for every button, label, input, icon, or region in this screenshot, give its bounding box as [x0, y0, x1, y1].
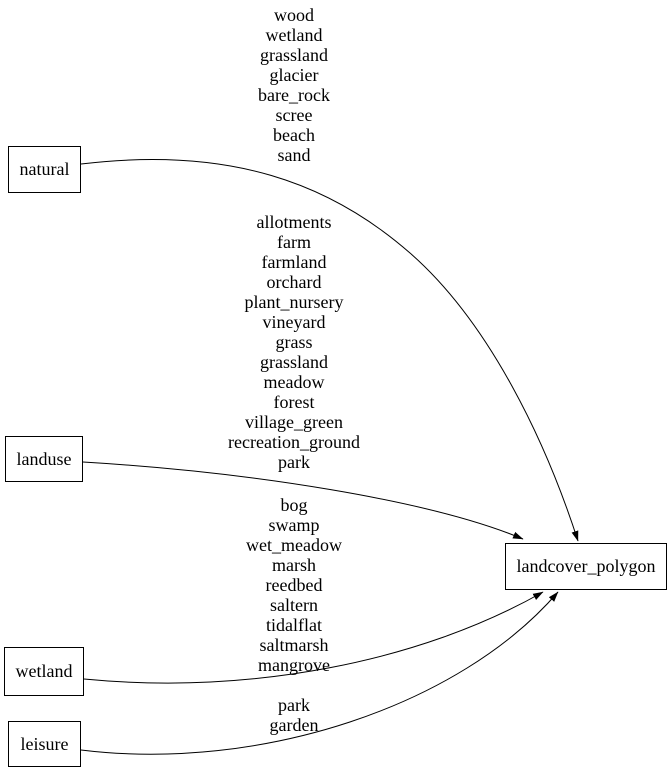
node-landuse	[5, 436, 83, 482]
node-leisure-label: leisure	[20, 733, 69, 754]
edge-label-line: saltmarsh	[259, 635, 329, 655]
edge-label-line: allotments	[256, 212, 332, 232]
edge-label-line: beach	[273, 125, 315, 145]
edge-label-line: grassland	[260, 45, 328, 65]
node-landuse-label: landuse	[16, 448, 72, 469]
edge-label-line: mangrove	[258, 655, 330, 675]
edge-label-leisure	[174, 695, 414, 735]
node-wetland-label: wetland	[15, 661, 73, 681]
edge-label-line: scree	[275, 105, 313, 125]
edge-label-line: swamp	[268, 515, 320, 535]
edge-label-line: reedbed	[265, 575, 323, 595]
node-wetland	[4, 647, 84, 696]
edge-label-line: wet_meadow	[246, 535, 342, 555]
edge-label-line: vineyard	[262, 312, 326, 332]
edge-label-line: garden	[269, 715, 319, 735]
edge-label-line: grass	[275, 332, 313, 352]
node-natural-label: natural	[19, 159, 70, 179]
edge-label-line: orchard	[266, 272, 322, 292]
edge-label-landuse	[174, 212, 414, 472]
edge-label-line: plant_nursery	[244, 292, 344, 312]
node-landcover-polygon-label: landcover_polygon	[516, 556, 656, 576]
edge-label-line: park	[278, 452, 310, 472]
edge-label-line: wood	[274, 5, 314, 25]
node-leisure	[8, 721, 81, 767]
edge-label-line: tidalflat	[266, 615, 322, 635]
edge-label-wetland	[174, 495, 414, 675]
edge-label-line: marsh	[272, 555, 316, 575]
edge-label-line: grassland	[260, 352, 328, 372]
node-landcover-polygon	[505, 543, 667, 590]
edge-label-line: village_green	[245, 412, 343, 432]
edge-label-line: farmland	[261, 252, 327, 272]
edge-label-line: forest	[273, 392, 315, 412]
edge-label-natural	[174, 5, 414, 165]
edge-label-line: saltern	[270, 595, 318, 615]
edge-label-line: wetland	[265, 25, 323, 45]
edge-label-line: sand	[277, 145, 311, 165]
edge-label-line: farm	[277, 232, 311, 252]
edge-label-line: bog	[280, 495, 308, 515]
node-natural	[8, 146, 81, 193]
edge-label-line: glacier	[269, 65, 319, 85]
edge-label-line: meadow	[263, 372, 325, 392]
edge-label-line: park	[278, 695, 310, 715]
edge-label-line: bare_rock	[258, 85, 330, 105]
edge-label-line: recreation_ground	[228, 432, 360, 452]
